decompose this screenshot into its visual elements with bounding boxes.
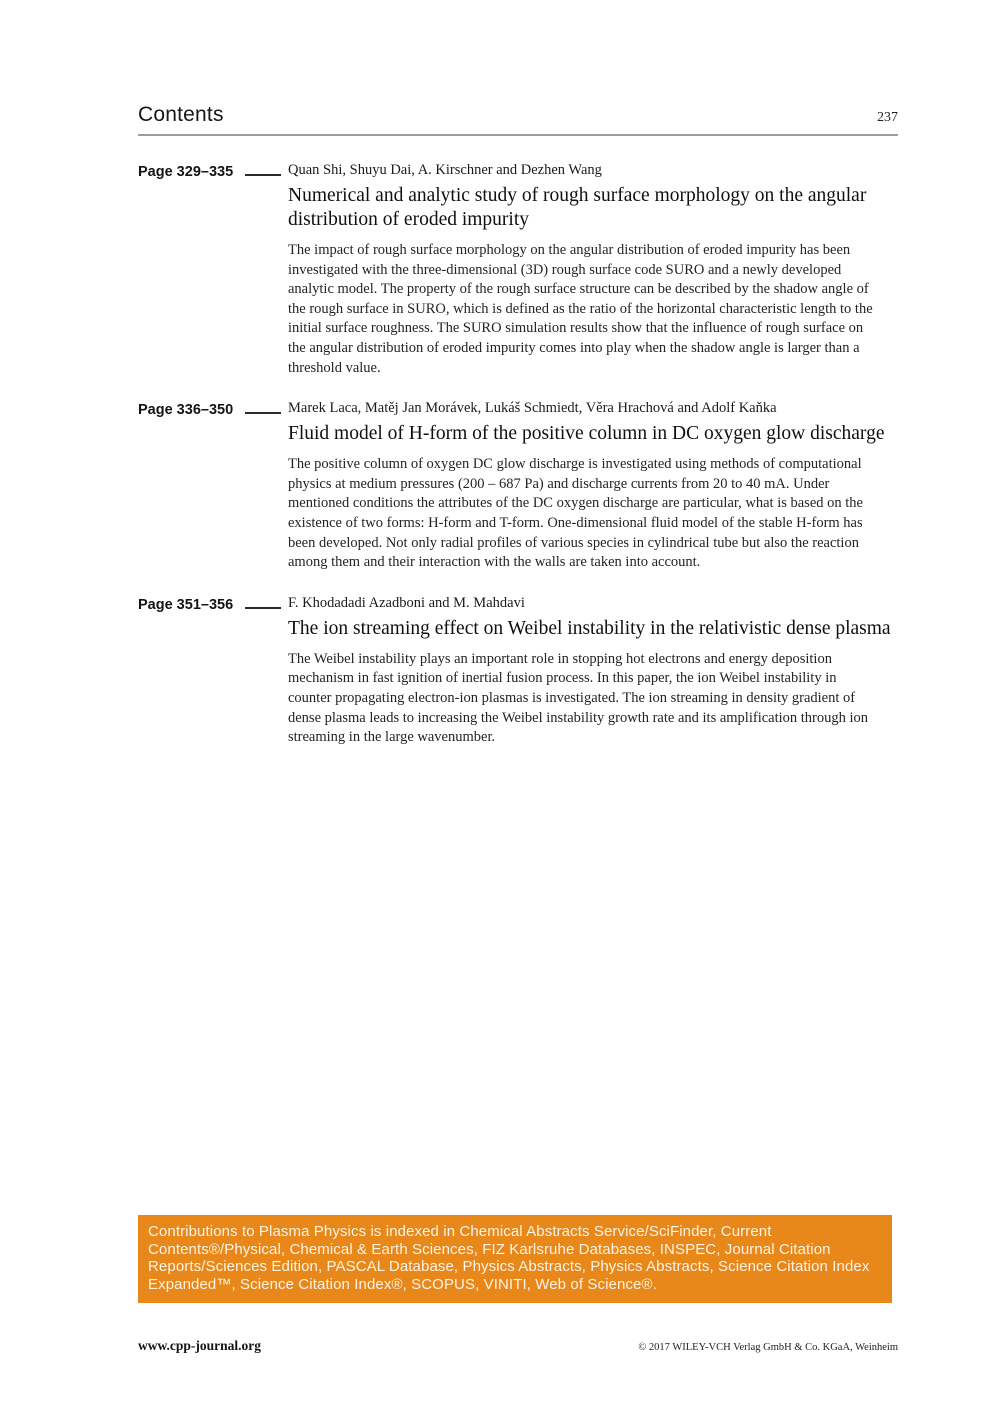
entry-page-range-cell [138, 594, 288, 748]
toc-entries [138, 161, 900, 769]
entry-page-range: Page 329–335 [138, 164, 234, 180]
toc-entry [138, 594, 900, 748]
entry-page-range: Page 351–356 [138, 596, 234, 613]
entry-title: The ion streaming effect on Weibel instability in the relativistic dense plasma [288, 617, 891, 639]
page-header [138, 103, 898, 136]
toc-entry [138, 399, 900, 573]
page-number: 237 [877, 110, 898, 125]
entry-abstract: The positive column of oxygen DC glow discharge is investigated using methods of computational physics at medium pressures (200 – 687 Pa) and discharge currents from 20 to 40 mA. Under mentioned conditions the attributes of the DC oxygen discharge are particular, what is based on the existence of two forms: H-form and T-form. One-dimensional fluid model of the stable H-form has been developed. Not only radial profiles of various species in cylindrical tube but also the reaction among them and their interaction with the walls are taken into account. [288, 456, 863, 571]
leader-rule [245, 596, 281, 609]
entry-title: Fluid model of H-form of the positive column in DC oxygen glow discharge [288, 423, 885, 445]
toc-entry [138, 161, 900, 378]
entry-body [288, 399, 900, 573]
page-footer [138, 1338, 898, 1354]
entry-authors: F. Khodadadi Azadboni and M. Mahdavi [288, 594, 525, 611]
journal-url: www.cpp-journal.org [138, 1338, 262, 1353]
entry-title: Numerical and analytic study of rough surface morphology on the angular distribution of eroded impurity [288, 185, 867, 230]
leader-rule [245, 401, 281, 414]
page-title: Contents [138, 103, 224, 126]
indexing-banner-text: Contributions to Plasma Physics is indexed in Chemical Abstracts Service/SciFinder, Current Contents®/Physical, Chemical & Earth Sciences, FIZ Karlsruhe Databases, INSPEC, Journal Citation Reports/Sciences Edition, PASCAL Database, Physics Abstracts, Physics Abstracts, Science Citation Index Expanded™, Science Citation Index®, SCOPUS, VINITI, Web of Science®. [148, 1223, 870, 1293]
entry-authors: Marek Laca, Matěj Jan Morávek, Lukáš Schmiedt, Věra Hrachová and Adolf Kaňka [288, 400, 777, 417]
entry-authors: Quan Shi, Shuyu Dai, A. Kirschner and Dezhen Wang [288, 162, 602, 178]
entry-abstract: The impact of rough surface morphology on the angular distribution of eroded impurity has been investigated with the three-dimensional (3D) rough surface code SURO and a newly developed analytic model. The property of the rough surface structure can be described by the shadow angle of the rough surface in SURO, which is defined as the ratio of the horizontal characteristic length to the initial surface roughness. The SURO simulation results show that the influence of rough surface on the angular distribution of eroded impurity comes into play when the shadow angle is larger than a threshold value. [288, 242, 873, 376]
entry-page-range-cell [138, 399, 288, 573]
entry-abstract: The Weibel instability plays an important role in stopping hot electrons and energy deposition mechanism in fast ignition of inertial fusion process. In this paper, the ion Weibel instability in counter propagating electron-ion plasmas is investigated. The ion streaming in density gradient of dense plasma leads to increasing the Weibel instability growth rate and its amplification through ion streaming in the large wavenumber. [288, 650, 869, 746]
copyright-notice: © 2017 WILEY-VCH Verlag GmbH & Co. KGaA, Weinheim [638, 1342, 898, 1353]
entry-page-range-cell [138, 161, 288, 378]
leader-rule [245, 163, 281, 176]
indexing-banner [138, 1215, 892, 1303]
entry-page-range: Page 336–350 [138, 402, 234, 419]
entry-body [288, 161, 900, 378]
entry-body [288, 594, 900, 748]
